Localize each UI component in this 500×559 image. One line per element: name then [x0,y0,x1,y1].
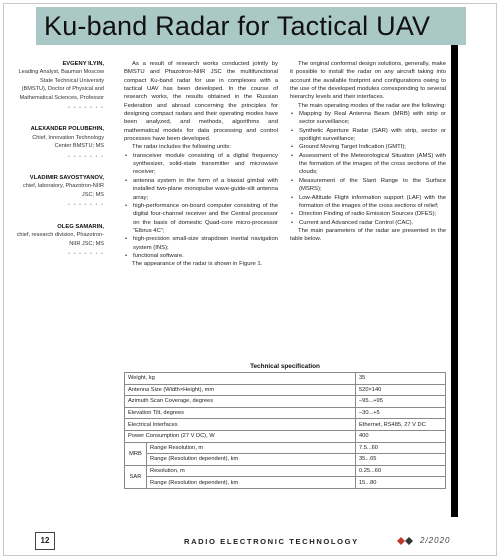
list-item: • Measurement of the Slant Range to the Surface (MSRS); [290,177,446,194]
table-reference: The main parameters of the radar are presented in the table below. [290,227,446,243]
title-band [36,7,466,45]
author-dots: • • • • • • • [67,105,104,112]
list-item: • Assessment of the Meteorological Situation (AMS) with the formation of the images of the cross sections of the clouds; [290,152,446,177]
author-name: ALEXANDER POLUBEHIN, [30,126,104,133]
list-item: • Mapping by Real Antenna Beam (MRB) with strip or sector surveillance; [290,110,446,127]
journal-name: RADIO ELECTRONIC TECHNOLOGY [184,537,359,546]
group-cell-sar: SAR [125,465,147,488]
issue-number: 2/2020 [420,536,451,545]
list-item: • transceiver module consisting of a digital frequency synthesizer, solid-state transmitter and microwave receiver; [124,152,278,177]
param-cell: Range (Resolution dependent), km [147,477,356,489]
table-row [125,454,446,466]
author-name: EVGENY ILYIN, [62,61,104,67]
author-name: VLADIMIR SAVOSTYANOV, [29,175,104,182]
param-cell: Weight, kg [125,373,356,385]
page-number: 12 [35,532,55,550]
table-row [125,384,446,396]
param-cell: Range Resolution, m [147,442,356,454]
value-cell: Ethernet, RS485, 27 V DC [356,419,446,431]
list-item: • Ground Moving Target Indication (GMTI); [290,143,446,151]
param-cell: Antenna Size (Width×Height), mm [125,384,356,396]
author-role: Chief, Innovation Technology Center BMSTU; MS [32,134,104,150]
author-role: chief, laboratory, Phazotron-NIIR JSC; MS [22,183,104,198]
intro-paragraph: As a result of research works conducted jointly by BMSTU and Phazotron-NIIR JSC the multifunctional compact Ku-band radar for use in complexes with a tactical UAV has been developed. In the course of research works, the results obtained in the Russian Federation and abroad concerning the principles for designing compact radars and their operating modes have been analyzed, and methods, algorithms and mathematical models for data processing and control processes have been developed. [124,61,278,143]
list-item: • Direction Finding of radio Emission Sources (DFES); [290,210,446,218]
spec-table [124,372,446,489]
group-cell-mrb: MRB [125,442,147,465]
list-item: • functional software. [124,252,278,260]
author-role: Leading Analyst, Bauman Moscow State Technical University (BMSTU), Doctor of Physical and Mathematical Sciences, Professor [18,69,104,101]
table-row [125,442,446,454]
table-row [125,430,446,442]
author-4 [14,223,104,259]
list-item: • high-precision small-size strapdown inertial navigation system (INS); [124,235,278,252]
value-cell: 35...65 [356,454,446,466]
figure-reference: The appearance of the radar is shown in Figure 1. [132,261,263,268]
spec-table-caption: Technical specification [250,363,320,370]
modes-intro: The main operating modes of the radar are the following: [298,102,447,109]
param-cell: Resolution, m [147,465,356,477]
author-dots: • • • • • • • [67,250,104,257]
list-item: • Synthetic Aperture Radar (SAR) with strip, sector or spotlight surveillance; [290,127,446,144]
value-cell: –30...+5 [356,407,446,419]
param-cell: Azimuth Scan Coverage, degrees [125,396,356,408]
table-row [125,477,446,489]
table-row [125,419,446,431]
text-column-2 [290,60,446,244]
list-item: • antenna system in the form of a biaxial gimbal with installed two-plane monopulse wave-guide-slit antenna array; [124,177,278,202]
table-row [125,373,446,385]
author-2 [14,125,104,161]
units-list [124,152,278,260]
side-rule [451,45,458,517]
author-3 [14,174,104,210]
param-cell: Power Consumption (27 V DC), W [125,430,356,442]
param-cell: Range (Resolution dependent), km [147,454,356,466]
value-cell: 520×140 [356,384,446,396]
author-role: chief, research division, Phazotron-NIIR JSC; MS [16,232,104,247]
table-row [125,396,446,408]
value-cell: 0.25...60 [356,465,446,477]
value-cell: 15...80 [356,477,446,489]
design-paragraph: The original conformal design solutions, generally, make it possible to install the radar on any aircraft taking into account the available footprint and configurations owing to the use of the developed modules corresponding to several hierarchy levels and their interfaces. [290,61,446,101]
text-column-1 [124,60,278,269]
authors-block [14,60,104,271]
author-name: OLEG SAMARIN, [57,223,104,230]
list-item: • Low-Altitude Flight information support (LAF) with the formation of the images of the cross sections of relief; [290,194,446,211]
list-item: • Current and Advanced radar Control (CAC). [290,219,446,227]
list-item: • high-performance on-board computer consisting of the digital four-channel receiver and the Central processor on the basis of domestic Quad-core micro-processor “Elbrus 4C”; [124,202,278,235]
table-row [125,465,446,477]
author-dots: • • • • • • • [67,153,104,160]
value-cell: 400 [356,430,446,442]
author-dots: • • • • • • • [67,202,104,209]
value-cell: 7.5...60 [356,442,446,454]
value-cell: –95...+95 [356,396,446,408]
diamonds-icon [396,536,416,546]
article-title: Ku-band Radar for Tactical UAV [44,11,431,41]
author-1 [14,60,104,112]
table-row [125,407,446,419]
units-intro: The radar includes the following units: [132,144,231,151]
modes-list [290,110,446,227]
param-cell: Elevation Tilt, degrees [125,407,356,419]
param-cell: Electrical Interfaces [125,419,356,431]
value-cell: 35 [356,373,446,385]
